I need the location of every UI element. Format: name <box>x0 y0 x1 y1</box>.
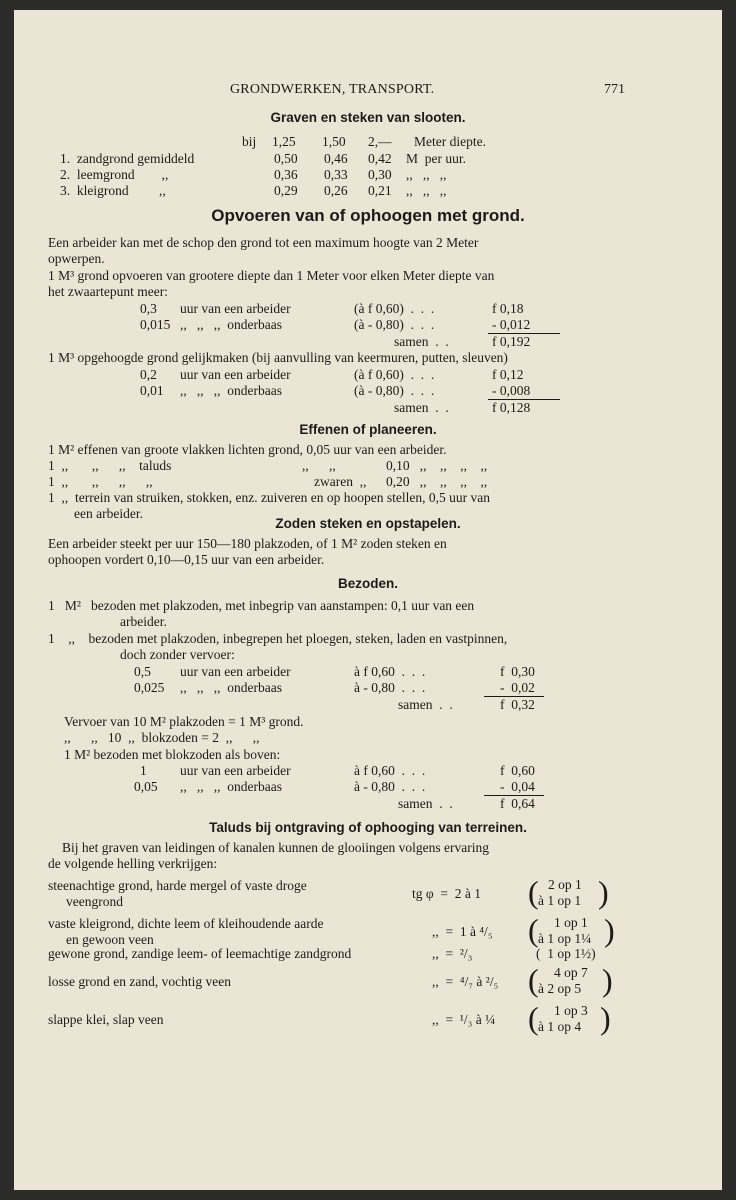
paragraph-line: de volgende helling verkrijgen: <box>48 856 218 871</box>
table-row-label: 1. zandgrond gemiddeld <box>60 151 195 166</box>
calc-desc: uur van een arbeider <box>180 664 291 679</box>
calc-desc: ,, ,, ,, onderbaas <box>180 680 282 695</box>
slope-formula: ,, = ¹/₃ à ¼ <box>432 1012 496 1027</box>
table-cell: 0,30 <box>368 167 392 182</box>
book-page <box>14 10 722 1190</box>
section-title-taluds: Taluds bij ontgraving of ophooging van terreinen. <box>209 820 527 835</box>
calc-rate: à f 0,60 . . . <box>354 763 426 778</box>
slope-open-paren: ( <box>528 874 539 910</box>
calc-amount: 0,05 <box>134 779 158 794</box>
calc-amount: 0,01 <box>140 383 164 398</box>
list-item: 1 ,, ,, ,, taluds <box>48 458 172 473</box>
section-title-zoden: Zoden steken en opstapelen. <box>275 516 461 531</box>
calc-rate: (à - 0,80) . . . <box>354 383 435 398</box>
page-number: 771 <box>604 82 625 97</box>
section-title-opvoeren: Opvoeren van of ophoogen met grond. <box>211 206 525 225</box>
calc-result: - 0,04 <box>500 779 535 794</box>
slope-formula: ,, = ⁴/₇ à ²/₅ <box>432 974 499 989</box>
calc-total-label: samen . . <box>398 796 453 811</box>
calc-rate: (à - 0,80) . . . <box>354 317 435 332</box>
paragraph-line: ,, ,, 10 ,, blokzoden = 2 ,, ,, <box>64 730 260 745</box>
calc-total: f 0,64 <box>500 796 535 811</box>
table-cell: 0,29 <box>274 183 298 198</box>
section-title-graven: Graven en steken van slooten. <box>270 110 466 125</box>
table-cell: 0,50 <box>274 151 298 166</box>
list-item: 0,10 ,, ,, ,, ,, <box>386 458 488 473</box>
paragraph-line: 1 M³ opgehoogde grond gelijkmaken (bij aanvulling van keermuren, putten, sleuven) <box>48 350 508 365</box>
list-item: arbeider. <box>120 614 167 629</box>
slope-ratio: 2 op 1 <box>548 877 582 892</box>
slope-soil: slappe klei, slap veen <box>48 1012 164 1027</box>
slope-close-paren: ) <box>602 962 613 998</box>
section-title-effenen: Effenen of planeeren. <box>299 422 437 437</box>
table-header-col2: 1,50 <box>322 134 346 149</box>
calc-rate: (à f 0,60) . . . <box>354 301 435 316</box>
table-row-label: 2. leemgrond ,, <box>60 167 169 182</box>
slope-ratio: 1 op 1 <box>554 915 588 930</box>
table-cell: 0,36 <box>274 167 298 182</box>
paragraph-line: ophoopen vordert 0,10—0,15 uur van een arbeider. <box>48 552 325 567</box>
calc-desc: uur van een arbeider <box>180 367 291 382</box>
calc-rate: (à f 0,60) . . . <box>354 367 435 382</box>
calc-result: f 0,30 <box>500 664 535 679</box>
calc-amount: 1 <box>140 763 147 778</box>
slope-formula: tg φ = 2 à 1 <box>412 886 482 901</box>
calc-amount: 0,025 <box>134 680 165 695</box>
list-item: ,, ,, <box>302 458 336 473</box>
list-item: 1 M² bezoden met plakzoden, met inbegrip van aanstampen: 0,1 uur van een <box>48 598 475 613</box>
slope-open-paren: ( <box>528 962 539 998</box>
calc-amount: 0,015 <box>140 317 171 332</box>
paragraph-line: Een arbeider steekt per uur 150—180 plakzoden, of 1 M² zoden steken en <box>48 536 447 551</box>
calc-result: - 0,012 <box>492 317 531 332</box>
calc-total-label: samen . . <box>394 400 449 415</box>
table-header-col3: 2,— <box>368 134 392 149</box>
calc-amount: 0,3 <box>140 301 157 316</box>
calc-rate: à - 0,80 . . . <box>354 680 426 695</box>
table-header-unit: Meter diepte. <box>414 134 486 149</box>
calc-desc: ,, ,, ,, onderbaas <box>180 383 282 398</box>
calc-result: - 0,008 <box>492 383 531 398</box>
paragraph-line: 1 M² bezoden met blokzoden als boven: <box>64 747 281 762</box>
list-item: 1 M² effenen van groote vlakken lichten grond, 0,05 uur van een arbeider. <box>48 442 447 457</box>
paragraph-line: opwerpen. <box>48 251 105 266</box>
slope-ratio: 1 op 3 <box>554 1003 588 1018</box>
calc-total-label: samen . . <box>394 334 449 349</box>
table-header-bij: bij <box>242 134 257 149</box>
slope-close-paren: ) <box>604 912 615 948</box>
slope-soil: en gewoon veen <box>66 932 154 947</box>
paragraph-line: het zwaartepunt meer: <box>48 284 168 299</box>
slope-soil: losse grond en zand, vochtig veen <box>48 974 231 989</box>
calc-result: f 0,60 <box>500 763 535 778</box>
calc-rate: à - 0,80 . . . <box>354 779 426 794</box>
calc-total: f 0,32 <box>500 697 535 712</box>
slope-soil: veengrond <box>66 894 123 909</box>
slope-soil: vaste kleigrond, dichte leem of kleihoudende aarde <box>48 916 324 931</box>
calc-desc: ,, ,, ,, onderbaas <box>180 779 282 794</box>
slope-formula: ,, = ²/₃ <box>432 946 473 961</box>
table-cell: 0,26 <box>324 183 348 198</box>
slope-soil: steenachtige grond, harde mergel of vaste droge <box>48 878 307 893</box>
calc-desc: uur van een arbeider <box>180 763 291 778</box>
table-cell: 0,21 <box>368 183 392 198</box>
calc-total: f 0,192 <box>492 334 531 349</box>
paragraph-line: Een arbeider kan met de schop den grond tot een maximum hoogte van 2 Meter <box>48 235 479 250</box>
calc-result: - 0,02 <box>500 680 535 695</box>
calc-result: f 0,18 <box>492 301 524 316</box>
slope-ratio: à 1 op 4 <box>538 1019 582 1034</box>
calc-desc: uur van een arbeider <box>180 301 291 316</box>
calc-amount: 0,5 <box>134 664 151 679</box>
list-item: 1 ,, ,, ,, ,, <box>48 474 153 489</box>
table-cell-unit: M per uur. <box>406 151 466 166</box>
list-item: 1 ,, terrein van struiken, stokken, enz. zuiveren en op hoopen stellen, 0,5 uur van <box>48 490 490 505</box>
list-item: 0,20 ,, ,, ,, ,, <box>386 474 488 489</box>
table-row-label: 3. kleigrond ,, <box>60 183 166 198</box>
table-cell: 0,42 <box>368 151 392 166</box>
slope-ratio: à 1 op 1 <box>538 893 582 908</box>
section-title-bezoden: Bezoden. <box>337 576 398 591</box>
table-cell-unit: ,, ,, ,, <box>406 167 447 182</box>
calc-total-label: samen . . <box>398 697 453 712</box>
slope-ratio: ( 1 op 1½) <box>536 946 596 961</box>
calc-result: f 0,12 <box>492 367 524 382</box>
calc-rate: à f 0,60 . . . <box>354 664 426 679</box>
slope-open-paren: ( <box>528 912 539 948</box>
table-cell: 0,46 <box>324 151 348 166</box>
list-item: 1 ,, bezoden met plakzoden, inbegrepen het ploegen, steken, laden en vastpinnen, <box>48 631 508 646</box>
slope-formula: ,, = 1 à ⁴/₅ <box>432 924 493 939</box>
table-cell: 0,33 <box>324 167 348 182</box>
list-item: een arbeider. <box>74 506 143 521</box>
paragraph-line: Bij het graven van leidingen of kanalen kunnen de glooiingen volgens ervaring <box>62 840 490 855</box>
running-title: GRONDWERKEN, TRANSPORT. <box>230 82 435 97</box>
paragraph-line: Vervoer van 10 M² plakzoden = 1 M³ grond. <box>64 714 304 729</box>
slope-open-paren: ( <box>528 1000 539 1036</box>
slope-soil: gewone grond, zandige leem- of leemachtige zandgrond <box>48 946 352 961</box>
slope-ratio: 4 op 7 <box>554 965 588 980</box>
calc-total: f 0,128 <box>492 400 531 415</box>
paragraph-line: 1 M³ grond opvoeren van grootere diepte dan 1 Meter voor elken Meter diepte van <box>48 268 495 283</box>
list-item: zwaren ,, <box>314 474 367 489</box>
slope-ratio: à 1 op 1¼ <box>538 931 592 946</box>
calc-amount: 0,2 <box>140 367 157 382</box>
slope-close-paren: ) <box>600 1000 611 1036</box>
calc-desc: ,, ,, ,, onderbaas <box>180 317 282 332</box>
table-header-col1: 1,25 <box>272 134 296 149</box>
slope-close-paren: ) <box>598 874 609 910</box>
table-cell-unit: ,, ,, ,, <box>406 183 447 198</box>
list-item: doch zonder vervoer: <box>120 647 235 662</box>
slope-ratio: à 2 op 5 <box>538 981 582 996</box>
